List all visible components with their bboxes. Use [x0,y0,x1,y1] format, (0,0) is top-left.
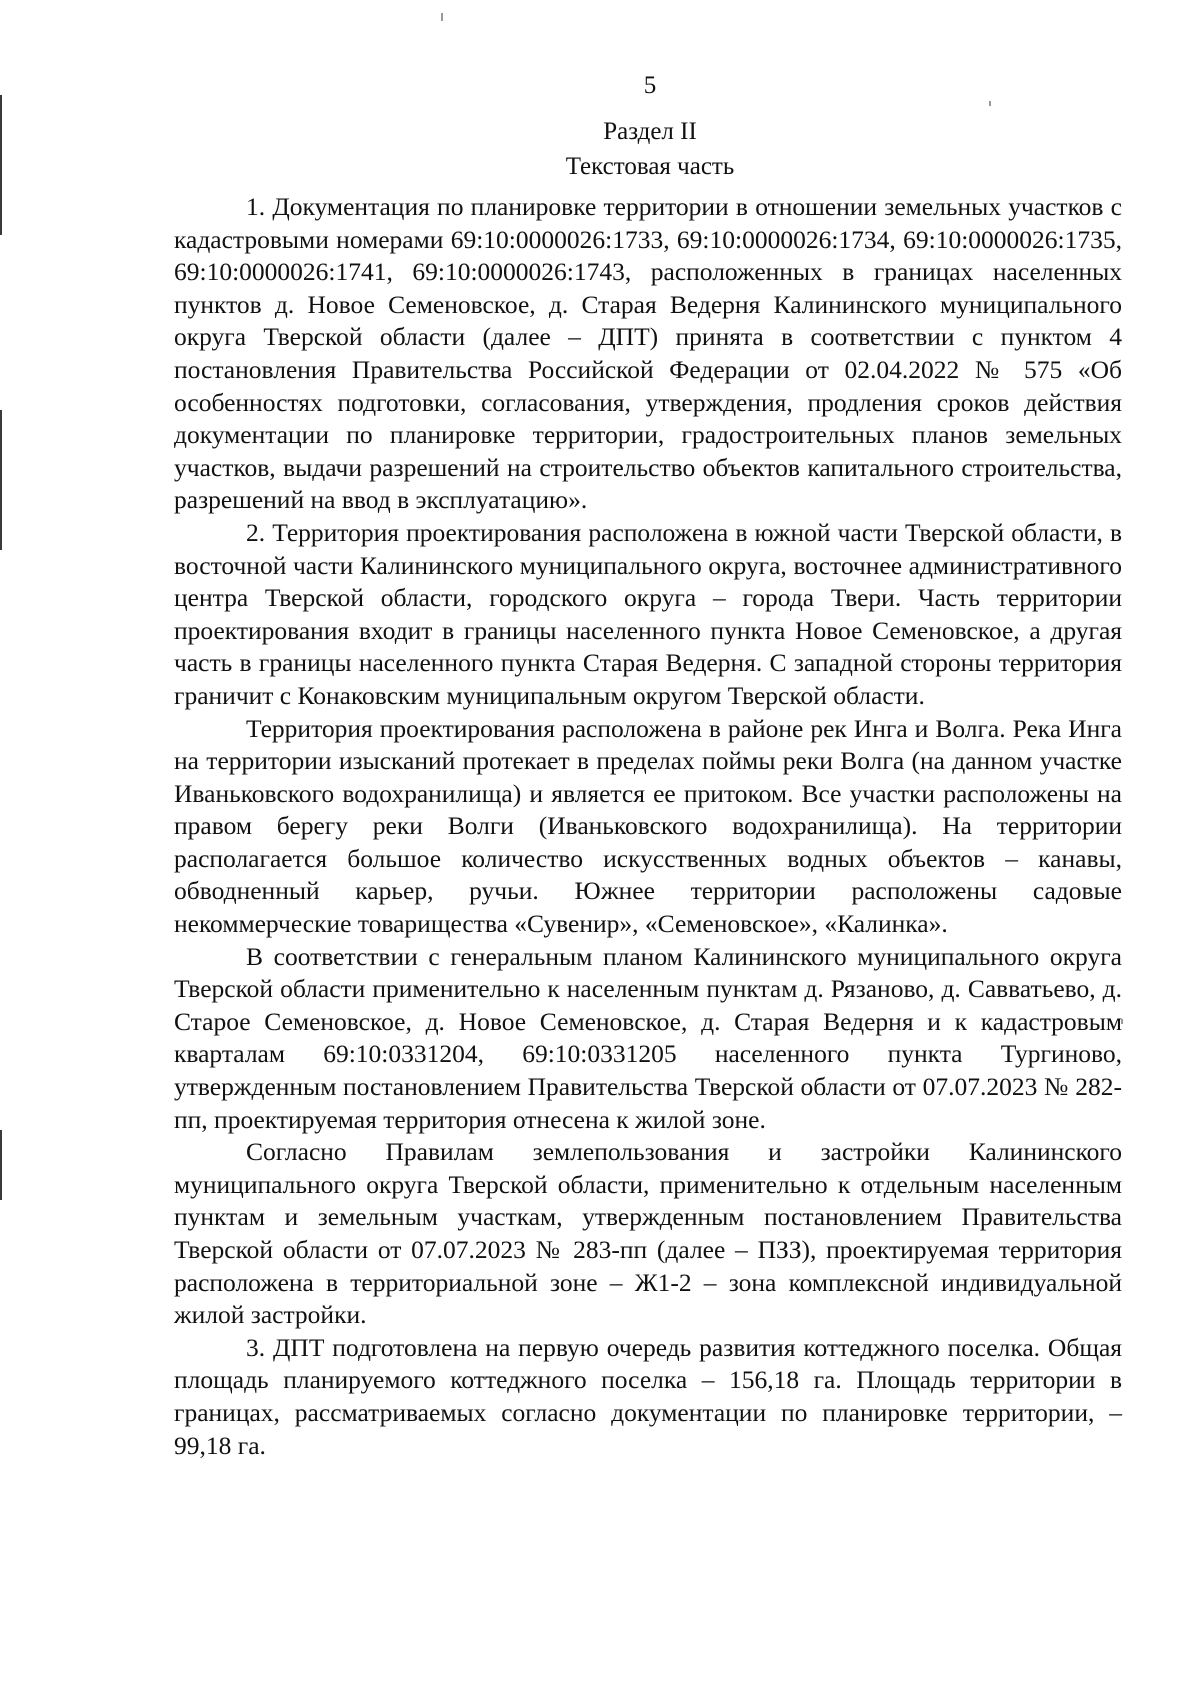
paragraph-2: 2. Территория проектирования расположена в южной части Тверской области, в восточной части Калининского муниципального округа, восточнее административного центра Тверской области, городского округа – города Твери. Часть территории проектирования входит в границы населенного пункта Новое Семеновское, а другая часть в границы населенного пункта Старая Ведерня. С западной стороны территория граничит с Конаковским муниципальным округом Тверской области. [174,517,1122,710]
section-subtitle: Текстовая часть [565,153,735,180]
page-number: 5 [643,72,657,99]
document-body [174,191,1122,1462]
paragraph-5: Согласно Правилам землепользования и застройки Калининского муниципального округа Тверской области, применительно к отдельным населенным пунктам и земельным участкам, утвержденным постановлением Правительства Тверской области от 07.07.2023 № 283-пп (далее – ПЗЗ), проектируемая территория расположена в территориальной зоне – Ж1-2 – зона комплексной индивидуальной жилой застройки. [174,1137,1122,1330]
scan-dot [441,13,443,21]
scan-edge-line [0,1130,2,1200]
section-title: Раздел II [603,118,697,145]
paragraph-3: Территория проектирования расположена в районе рек Инга и Волга. Река Инга на территории изысканий протекает в пределах поймы реки Волга (на данном участке Иваньковского водохранилища) и является ее притоком. Все участки расположены на правом берегу реки Волги (Иваньковского водохранилища). На территории располагается большое количество искусственных водных объектов – канавы, обводненный карьер, ручьи. Южнее территории расположены садовые некоммерческие товарищества «Сувенир», «Семеновское», «Калинка». [174,713,1122,939]
paragraph-4: В соответствии с генеральным планом Калининского муниципального округа Тверской области применительно к населенным пунктам д. Рязаново, д. Савватьево, д. Старое Семеновское, д. Новое Семеновское, д. Старая Ведерня и к кадастровым кварталам 69:10:0331204, 69:10:0331205 населенного пункта Тургиново, утвержденным постановлением Правительства Тверской области от 07.07.2023 № 282-пп, проектируемая территория отнесена к жилой зоне. [174,941,1122,1134]
paragraph-6: 3. ДПТ подготовлена на первую очередь развития коттеджного поселка. Общая площадь планируемого коттеджного поселка – 156,18 га. Площадь территории в границах, рассматриваемых согласно документации по планировке территории, – 99,18 га. [174,1332,1122,1460]
paragraph-1: 1. Документация по планировке территории в отношении земельных участков с кадастровыми номерами 69:10:0000026:1733, 69:10:0000026:1734, 69:10:0000026:1735, 69:10:0000026:1741, 69:10:0000026:1743, расположенных в границах населенных пунктов д. Новое Семеновское, д. Старая Ведерня Калининского муниципального округа Тверской области (далее – ДПТ) принята в соответствии с пунктом 4 постановления Правительства Российской Федерации от 02.04.2022 № 575 «Об особенностях подготовки, согласования, утверждения, продления сроков действия документации по планировке территории, градостроительных планов земельных участков, выдачи разрешений на строительство объектов капитального строительства, разрешений на ввод в эксплуатацию». [174,192,1122,515]
scan-edge-line [0,410,2,550]
